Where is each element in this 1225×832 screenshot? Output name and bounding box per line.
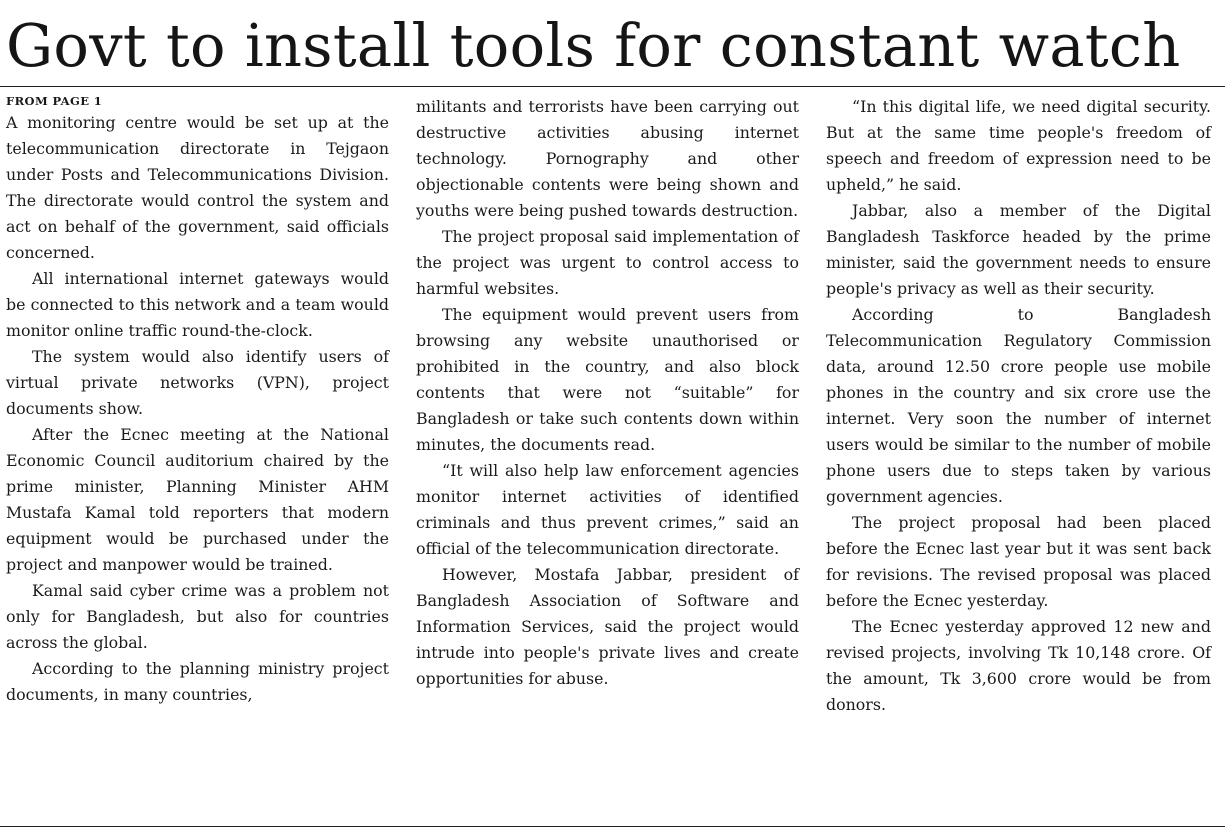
- paragraph: “It will also help law enforcement agencies monitor internet activities of identified criminals and thus prevent crimes,” said an official of the telecommunication directorate.: [416, 461, 799, 558]
- paragraph: The project proposal had been placed before the Ecnec last year but it was sent back for revisions. The revised proposal was placed before the Ecnec yesterday.: [826, 513, 1211, 610]
- paragraph: The system would also identify users of virtual private networks (VPN), project documents show.: [6, 347, 389, 418]
- article-column-1: [6, 92, 389, 708]
- paragraph: According to Bangladesh Telecommunication Regulatory Commission data, around 12.50 crore people use mobile phones in the country and six crore use the internet. Very soon the number of internet users would be similar to the number of mobile phone users due to steps taken by various government agencies.: [826, 305, 1211, 506]
- article-column-3: [826, 94, 1211, 718]
- paragraph: militants and terrorists have been carrying out destructive activities abusing internet technology. Pornography and other objectionable contents were being shown and youths were being pushed towards destruction.: [416, 97, 799, 220]
- top-rule: [0, 86, 1225, 87]
- paragraph: The project proposal said implementation of the project was urgent to control access to harmful websites.: [416, 227, 799, 298]
- paragraph: However, Mostafa Jabbar, president of Bangladesh Association of Software and Information Services, said the project would intrude into people's private lives and create opportunities for abuse.: [416, 565, 799, 688]
- paragraph: Kamal said cyber crime was a problem not only for Bangladesh, but also for countries across the global.: [6, 581, 389, 652]
- headline: Govt to install tools for constant watch: [6, 11, 1181, 80]
- kicker-from-page: FROM PAGE 1: [6, 94, 103, 108]
- paragraph: All international internet gateways would be connected to this network and a team would monitor online traffic round-the-clock.: [6, 269, 389, 340]
- paragraph: Jabbar, also a member of the Digital Bangladesh Taskforce headed by the prime minister, said the government needs to ensure people's privacy as well as their security.: [826, 201, 1211, 298]
- paragraph: The Ecnec yesterday approved 12 new and revised projects, involving Tk 10,148 crore. Of the amount, Tk 3,600 crore would be from donors.: [826, 617, 1211, 714]
- paragraph: A monitoring centre would be set up at the telecommunication directorate in Tejgaon under Posts and Telecommunications Division. The directorate would control the system and act on behalf of the government, said officials concerned.: [6, 113, 389, 262]
- paragraph: According to the planning ministry project documents, in many countries,: [6, 659, 389, 704]
- bottom-rule: [0, 826, 1225, 827]
- article-column-2: [416, 94, 799, 692]
- paragraph: After the Ecnec meeting at the National Economic Council auditorium chaired by the prime minister, Planning Minister AHM Mustafa Kamal told reporters that modern equipment would be purchased under the project and manpower would be trained.: [6, 425, 389, 574]
- paragraph: “In this digital life, we need digital security. But at the same time people's freedom of speech and freedom of expression need to be upheld,” he said.: [826, 97, 1211, 194]
- paragraph: The equipment would prevent users from browsing any website unauthorised or prohibited in the country, and also block contents that were not “suitable” for Bangladesh or take such contents down within minutes, the documents read.: [416, 305, 799, 454]
